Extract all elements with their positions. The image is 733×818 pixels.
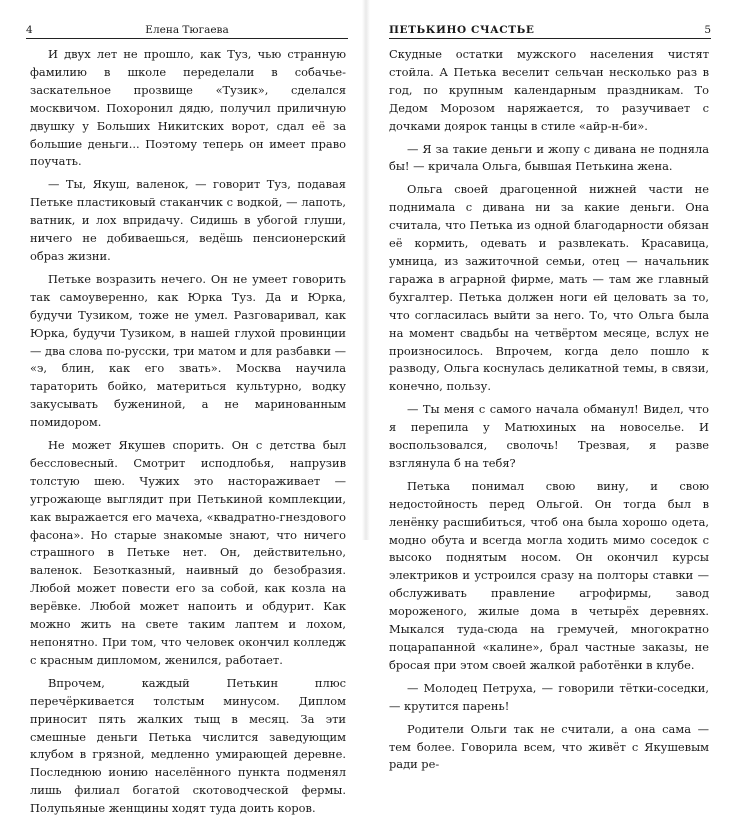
right-page [366, 0, 733, 772]
running-head-title: ПЕТЬКИНО СЧАСТЬЕ [389, 24, 535, 36]
right-page-text [389, 46, 709, 774]
page-number: 5 [704, 24, 711, 36]
paragraph: Не может Якушев спорить. Он с детства был бессловесный. Смотрит исподлобья, напрузив толстую шею. Чужих это настораживает — угрожающе выглядит при Петькиной комплекции, как выражается его мачеха, «квадратно-гнездового фасона». Но старые знакомые знают, что ничего страшного в Петьке нет. Он, действительно, валенок. Безотказный, наивный до безобразия. Любой может повести его за собой, как козла на верёвке. Любой может напоить и обдурит. Как можно жить на свете таким лаптем и лохом, непонятно. При том, что человек окончил колледж с красным дипломом, женился, работает. [30, 438, 346, 667]
paragraph: Ольга своей драгоценной нижней части не поднимала с дивана ни за какие деньги. Она считала, что Петька из одной благодарности обязан её кормить, одевать и развлекать. Красавица, умница, из зажиточной семьи, отец — начальник гаража в аграрной фирме, мать — там же главный бухгалтер. Петька должен ноги ей целовать за то, что согласилась выйти за него. То, что Ольга была на момент свадьбы на четвёртом месяце, вслух не произносилось. Впрочем, когда дело пошло к разводу, Ольга коснулась деликатной темы, в связи, конечно, пользу. [389, 182, 709, 394]
page-number: 4 [26, 24, 33, 36]
paragraph: — Ты меня с самого начала обманул! Видел, что я перепила у Матюхиных на новоселье. И воспользовался, сволочь! Трезвая, я разве взглянула б на тебя? [389, 402, 709, 470]
running-head-author: Елена Тюгаева [145, 24, 229, 36]
paragraph: — Я за такие деньги и жопу с дивана не подняла бы! — кричала Ольга, бывшая Петькина жена. [389, 141, 709, 174]
paragraph: — Ты, Якуш, валенок, — говорит Туз, подавая Петьке пластиковый стаканчик с водкой, — лапоть, ватник, и лох впридачу. Сидишь в убогой глуши, ничего не добиваешься, ведёшь пенсионерский образ жизни. [30, 177, 346, 263]
left-page-header [26, 22, 348, 39]
left-page [0, 0, 366, 816]
left-page-text [30, 46, 346, 818]
paragraph: — Молодец Петруха, — говорили тётки-соседки, — крутится парень! [389, 680, 709, 713]
paragraph: Петька понимал свою вину, и свою недостойность перед Ольгой. Он тогда был в ленёнку расшибиться, чтоб она была хорошо одета, модно обута и всегда могла ходить мимо соседок с высоко поднятым носом. Он окончил курсы электриков и устроился сразу на полторы ставки — обслуживать правление агрофирмы, завод мороженого, жилые дома в четырёх деревнях. Мыкался туда-сюда на гремучей, многократно поцарапанной «калине», брал частные заказы, не бросая при этом своей жалкой работёнки в клубе. [389, 478, 709, 672]
paragraph: Родители Ольги так не считали, а она сама — тем более. Говорила всем, что живёт с Якушевым ради ре- [389, 721, 709, 772]
paragraph: Впрочем, каждый Петькин плюс перечёркивается толстым минусом. Диплом приносит пять жалких тыщ в месяц. За эти смешные деньги Петька числится заведующим клубом в грязной, медленно умирающей деревне. Последнюю ионию населённого пункта подменял лишь филиал богатой скотоводческой фермы. Полупьяные женщины ходят туда доить коров. [30, 675, 346, 816]
right-page-header [389, 22, 711, 39]
paragraph: Скудные остатки мужского населения чистят стойла. А Петька веселит сельчан несколько раз в год, по крупным календарным праздникам. То Дедом Морозом наряжается, то разучивает с дочками доярок танцы в стиле «айр-н-би». [389, 47, 709, 133]
paragraph: Петьке возразить нечего. Он не умеет говорить так самоуверенно, как Юрка Туз. Да и Юрка, будучи Тузиком, тоже не умел. Разговаривал, как Юрка, будучи Тузиком, в нашей глухой провинции — два слова по-русски, три матом и для разбавки — «э, блин, как его звать». Москва научила тараторить бойко, материться культурно, водку закусывать бужениной, а не маринованным помидором. [30, 271, 346, 430]
paragraph: И двух лет не прошло, как Туз, чью странную фамилию в школе переделали в собачье-заскательное прозвище «Тузик», сделался москвичом. Похоронил дядю, получил приличную двушку у Больших Никитских ворот, сдал её за большие деньги... Поэтому теперь он имеет право поучать. [30, 47, 346, 169]
